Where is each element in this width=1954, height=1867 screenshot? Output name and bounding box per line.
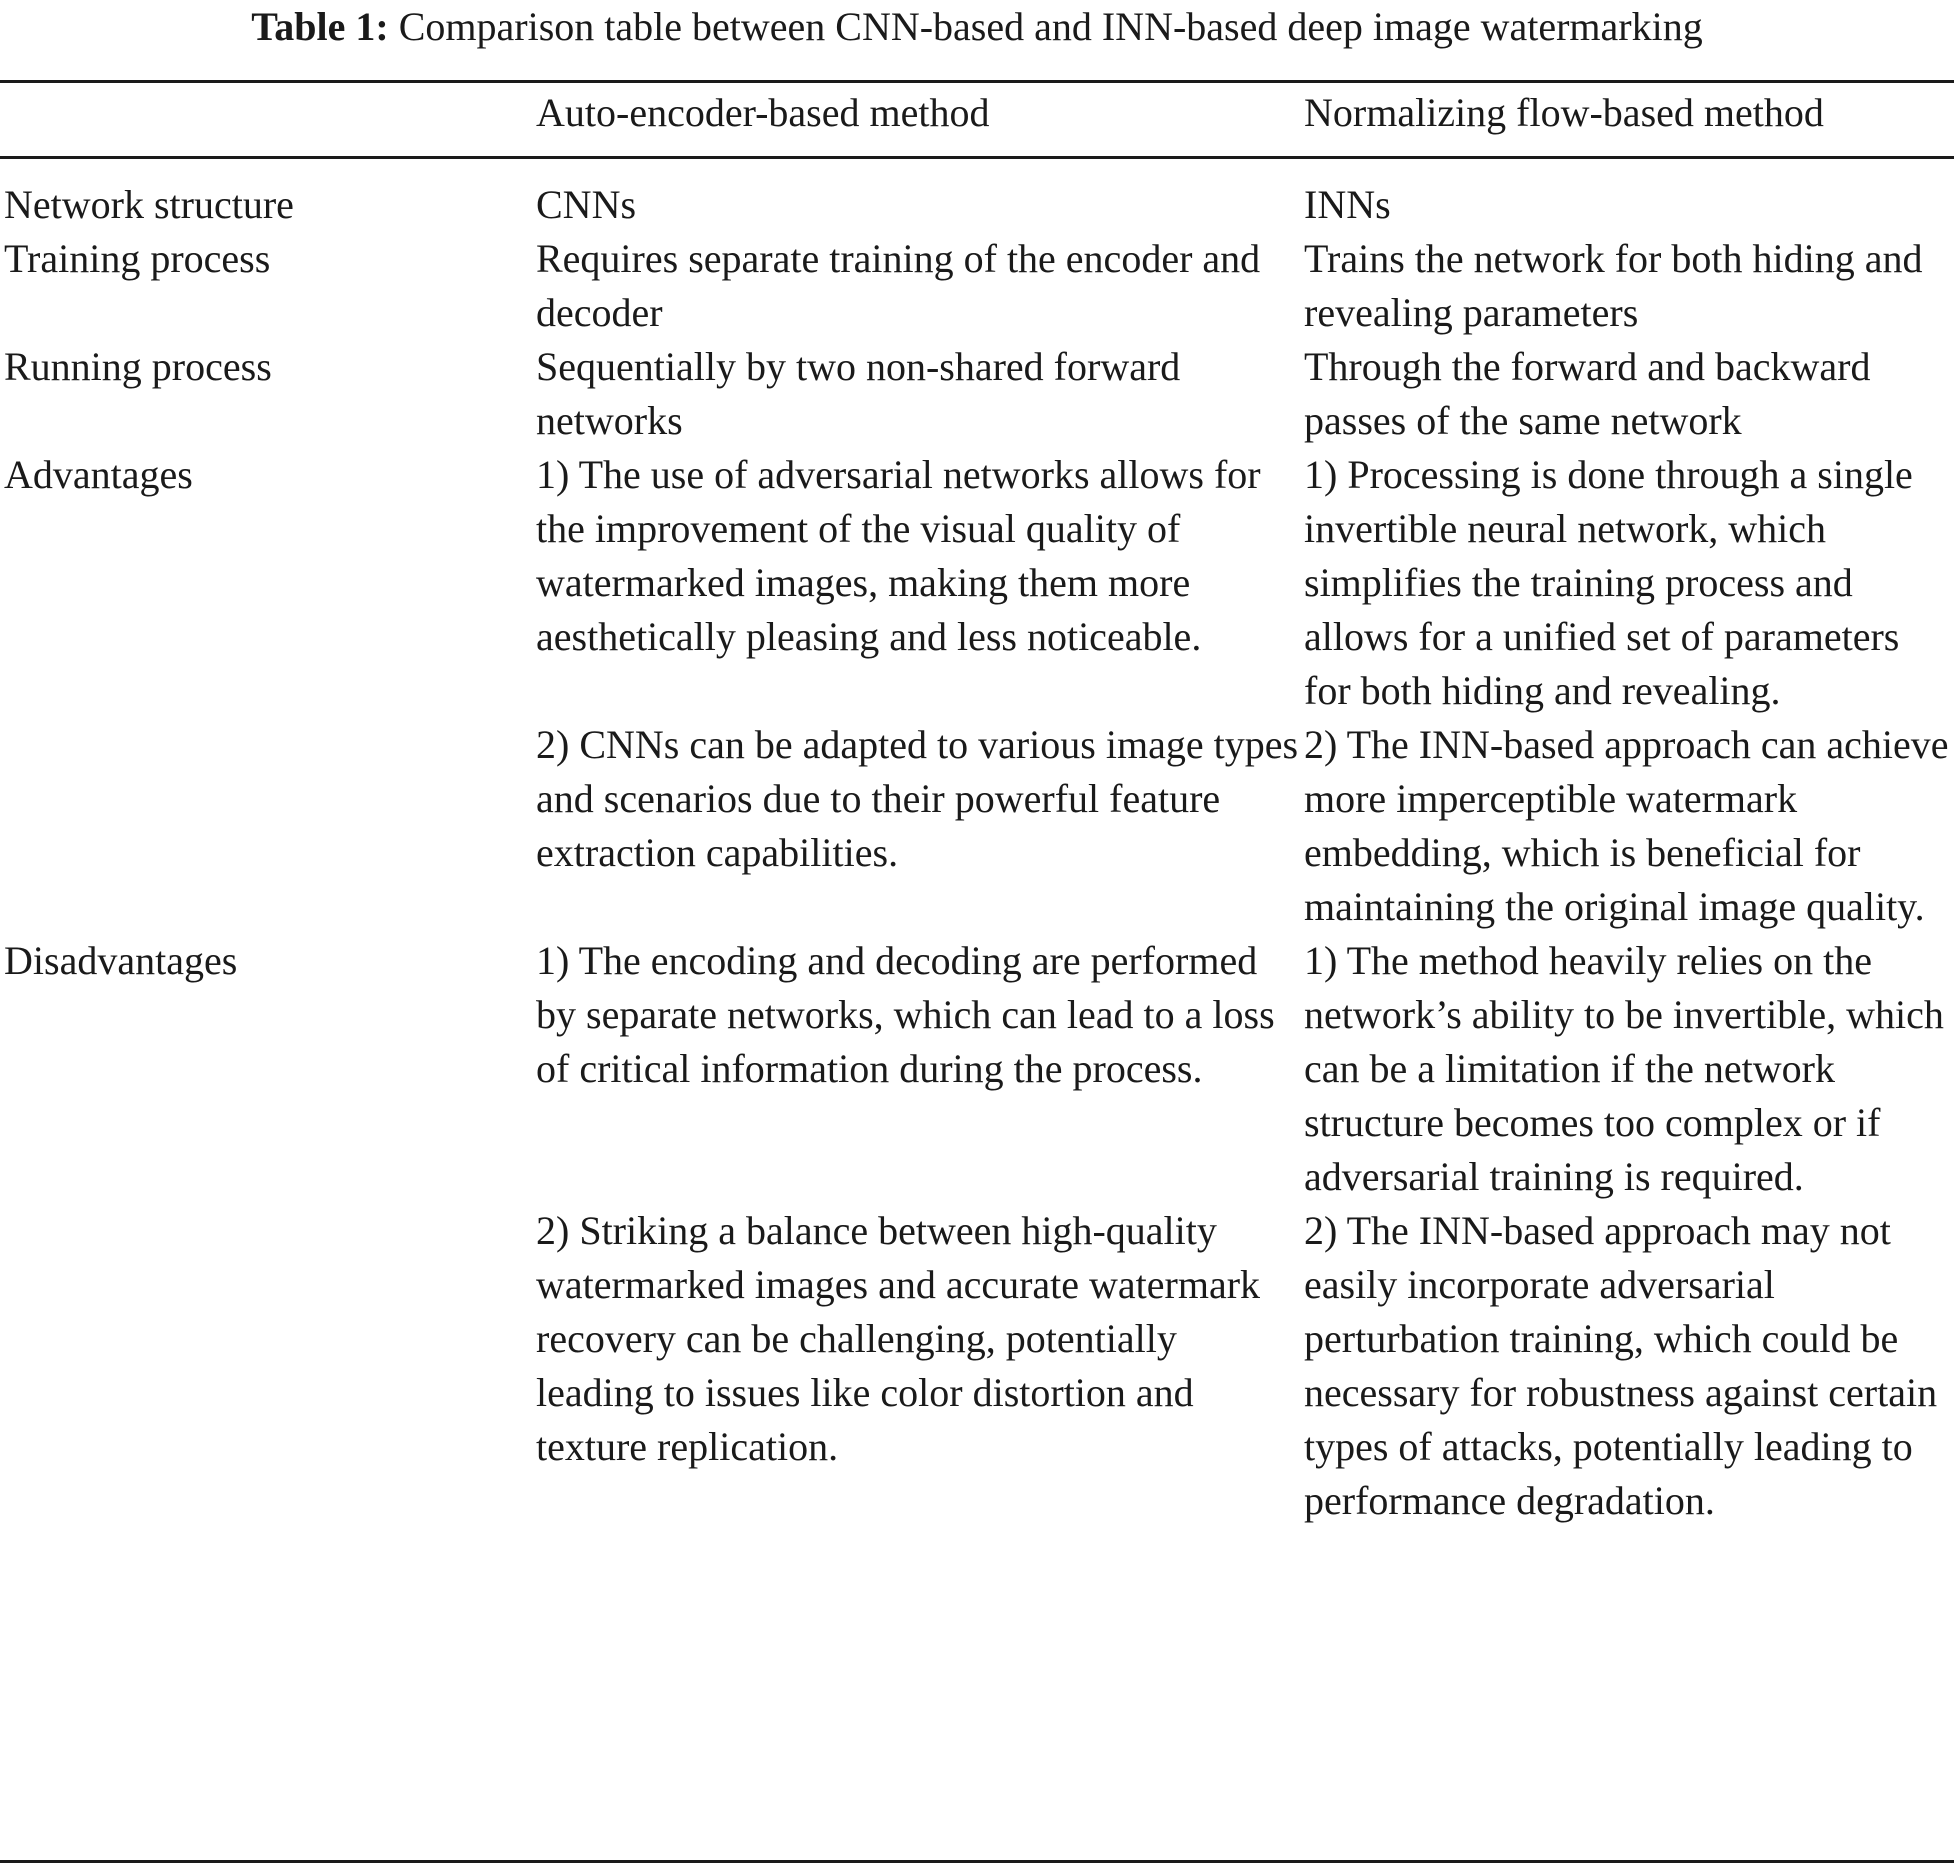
table-row	[4, 718, 1950, 934]
cnn-cell: 2) Striking a balance between high-quality watermarked images and accurate watermark recovery can be challenging, potentially leading to issues like color distortion and texture replication.	[536, 1208, 1261, 1469]
header-col-autoencoder: Auto-encoder-based method	[536, 90, 990, 135]
table-row	[4, 340, 1950, 448]
table-row	[4, 232, 1950, 340]
header-col-normalizing-flow: Normalizing flow-based method	[1304, 90, 1824, 135]
comparison-table	[4, 178, 1950, 1528]
cnn-cell: 2) CNNs can be adapted to various image types and scenarios due to their powerful feature extraction capabilities.	[536, 722, 1299, 875]
cnn-cell: CNNs	[536, 182, 637, 227]
table-row	[4, 448, 1950, 718]
cnn-cell: 1) The encoding and decoding are performed by separate networks, which can lead to a loss of critical information during the process.	[536, 938, 1275, 1091]
table-row	[4, 1204, 1950, 1528]
table-row	[4, 178, 1950, 232]
table-caption	[0, 0, 1954, 54]
row-label	[4, 1204, 536, 1528]
inn-cell: 2) The INN-based approach may not easily incorporate adversarial perturbation training, which could be necessary for robustness against certain types of attacks, potentially leading to performance degradation.	[1304, 1208, 1938, 1523]
inn-cell: Through the forward and backward passes of the same network	[1304, 344, 1871, 443]
row-label: Advantages	[4, 452, 193, 497]
top-rule	[0, 80, 1954, 83]
inn-cell: Trains the network for both hiding and revealing parameters	[1304, 236, 1923, 335]
bottom-rule	[0, 1860, 1954, 1863]
header-rule	[0, 156, 1954, 159]
inn-cell: 1) Processing is done through a single invertible neural network, which simplifies the training process and allows for a unified set of parameters for both hiding and revealing.	[1304, 452, 1913, 713]
row-label: Training process	[4, 236, 271, 281]
inn-cell: 1) The method heavily relies on the network’s ability to be invertible, which can be a limitation if the network structure becomes too complex or if adversarial training is required.	[1304, 938, 1944, 1199]
cnn-cell: Sequentially by two non-shared forward networks	[536, 344, 1181, 443]
table-row	[4, 934, 1950, 1204]
row-label: Network structure	[4, 182, 294, 227]
inn-cell: INNs	[1304, 182, 1391, 227]
inn-cell: 2) The INN-based approach can achieve more imperceptible watermark embedding, which is beneficial for maintaining the original image quality.	[1304, 722, 1949, 929]
row-label	[4, 718, 536, 934]
caption-text: Comparison table between CNN-based and INN-based deep image watermarking	[398, 4, 1703, 49]
caption-label: Table 1:	[251, 4, 389, 49]
row-label: Running process	[4, 344, 272, 389]
cnn-cell: Requires separate training of the encoder and decoder	[536, 236, 1261, 335]
row-label: Disadvantages	[4, 938, 238, 983]
cnn-cell: 1) The use of adversarial networks allows for the improvement of the visual quality of watermarked images, making them more aesthetically pleasing and less noticeable.	[536, 452, 1261, 659]
